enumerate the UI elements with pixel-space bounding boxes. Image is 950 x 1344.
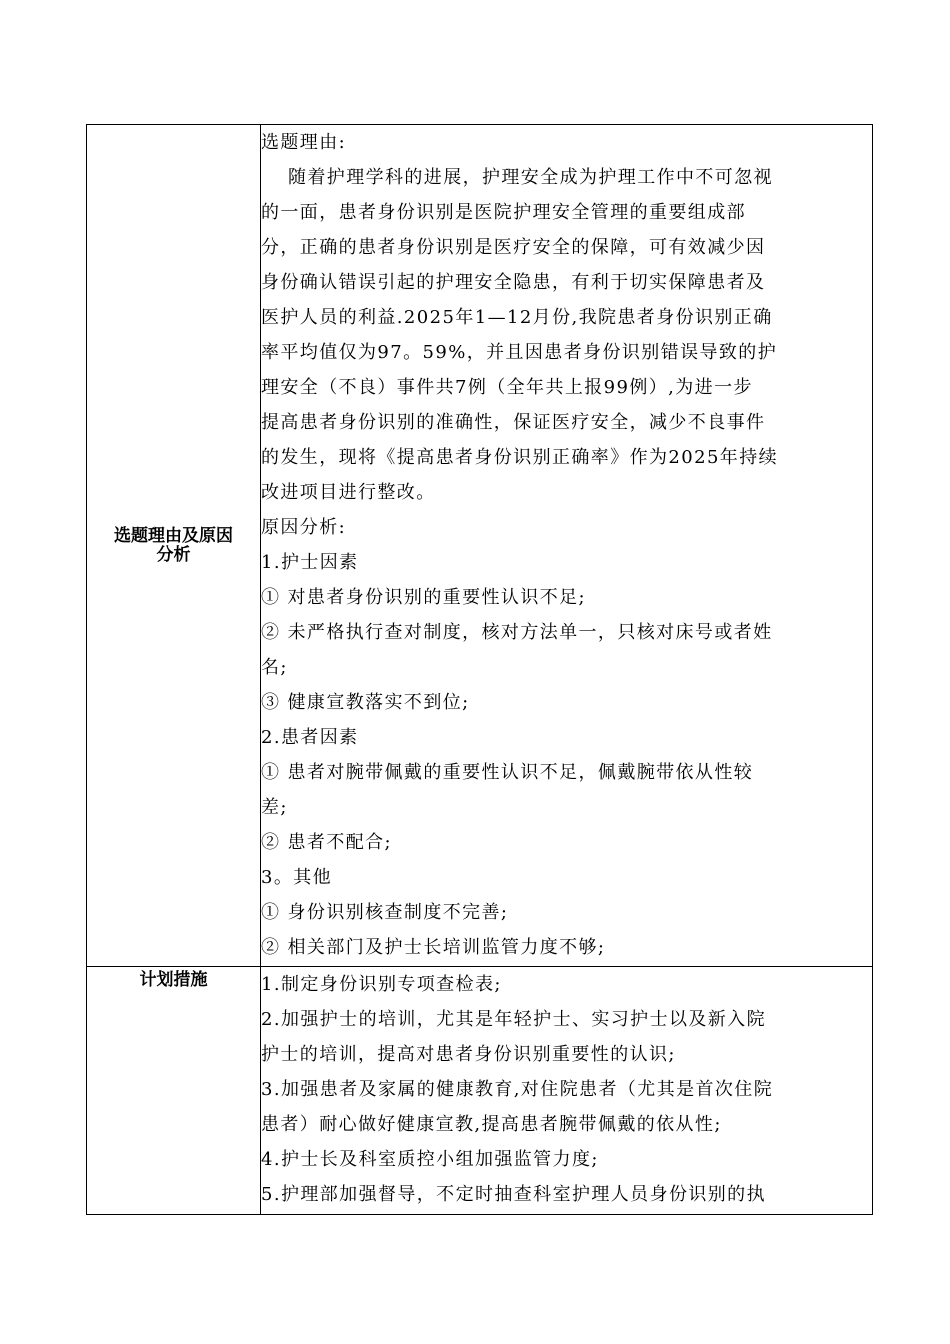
list-item-continuation: 差; (261, 797, 288, 818)
label-line: 选题理由及原因 (114, 525, 233, 546)
row-content-reason-analysis (261, 125, 873, 967)
list-item-continuation: 护士的培训，提高对患者身份识别重要性的认识; (261, 1044, 676, 1065)
heading-cause-analysis: 原因分析: (261, 517, 347, 538)
table-row-plan-measures (87, 967, 873, 1215)
heading-topic-reason: 选题理由: (261, 132, 347, 153)
paragraph-line: 的发生，现将《提高患者身份识别正确率》作为2025年持续 (261, 447, 779, 468)
label-line: 计划措施 (139, 970, 208, 990)
row-label-plan-measures (87, 967, 261, 1215)
row-label-reason-analysis (87, 125, 261, 967)
list-item: ③ 健康宣教落实不到位; (261, 692, 470, 713)
label-line: 分析 (156, 544, 191, 565)
list-item: ② 未严格执行查对制度，核对方法单一，只核对床号或者姓 (261, 622, 773, 643)
paragraph-line: 率平均值仅为97。59%，并且因患者身份识别错误导致的护 (261, 342, 778, 363)
paragraph-line: 的一面，患者身份识别是医院护理安全管理的重要组成部 (261, 202, 746, 223)
list-item: ② 相关部门及护士长培训监管力度不够; (261, 937, 606, 958)
list-item: ① 身份识别核查制度不完善; (261, 902, 509, 923)
list-item: 5.护理部加强督导，不定时抽查科室护理人员身份识别的执 (261, 1184, 766, 1205)
list-item-continuation: 名; (261, 657, 288, 678)
list-item: 3.加强患者及家属的健康教育,对住院患者（尤其是首次住院 (261, 1079, 774, 1100)
table-row-reason-analysis (87, 125, 873, 967)
paragraph-line: 随着护理学科的进展，护理安全成为护理工作中不可忽视 (288, 167, 773, 188)
paragraph-line: 身份确认错误引起的护理安全隐患，有利于切实保障患者及 (261, 272, 766, 293)
list-heading: 3。其他 (261, 867, 333, 888)
list-item: ① 患者对腕带佩戴的重要性认识不足，佩戴腕带依从性较 (261, 762, 754, 783)
document-table (86, 124, 873, 1215)
paragraph-line: 分，正确的患者身份识别是医疗安全的保障，可有效减少因 (261, 237, 766, 258)
list-heading: 1.护士因素 (261, 552, 359, 573)
paragraph-line: 医护人员的利益.2025年1—12月份,我院患者身份识别正确 (261, 307, 773, 328)
list-item-continuation: 患者）耐心做好健康宣教,提高患者腕带佩戴的依从性; (261, 1114, 722, 1135)
list-item: 1.制定身份识别专项查检表; (261, 974, 502, 995)
list-item: 2.加强护士的培训，尤其是年轻护士、实习护士以及新入院 (261, 1009, 766, 1030)
paragraph-line: 改进项目进行整改。 (261, 482, 436, 503)
list-heading: 2.患者因素 (261, 727, 359, 748)
list-item: ② 患者不配合; (261, 832, 392, 853)
list-item: 4.护士长及科室质控小组加强监管力度; (261, 1149, 599, 1170)
row-content-plan-measures (261, 967, 873, 1215)
paragraph-line: 提高患者身份识别的准确性，保证医疗安全，减少不良事件 (261, 412, 766, 433)
paragraph-line: 理安全（不良）事件共7例（全年共上报99例）,为进一步 (261, 377, 753, 398)
list-item: ① 对患者身份识别的重要性认识不足; (261, 587, 586, 608)
